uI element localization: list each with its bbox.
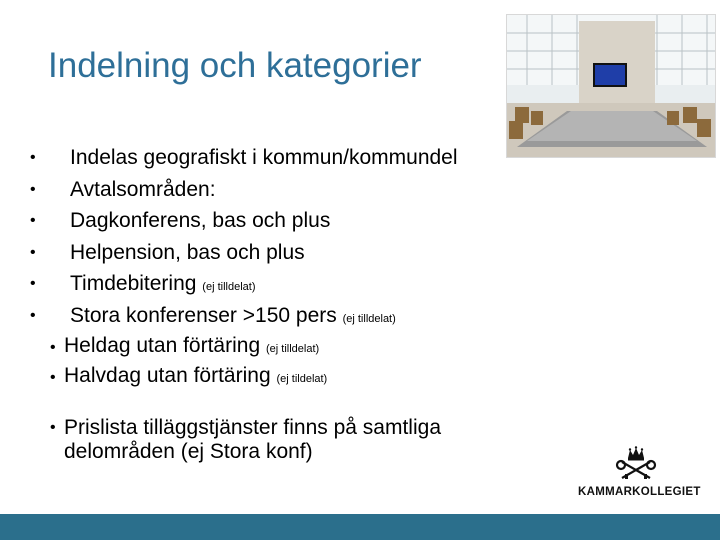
list-item [24,142,458,174]
slide-title: Indelning och kategorier [48,46,422,85]
bullet-text: Helpension, bas och plus [70,240,305,264]
bullet-text: Avtalsområden: [70,177,216,201]
crown-keys-emblem-icon [578,446,694,482]
bullet-note: (ej tilldelat) [342,312,396,325]
bullet-note: (ej tildelat) [276,373,328,385]
bullet-note: (ej tilldelat) [265,343,320,355]
bullet-icon: • [30,180,36,198]
logo-text: KAMMARKOLLEGIET [578,486,701,498]
bullet-text: Timdebitering [70,272,197,295]
list-item [24,205,458,237]
bullet-icon: • [30,306,36,324]
price-list-note [50,416,520,464]
bullet-icon: • [50,369,56,386]
footer-bar [0,514,720,540]
bullet-note: (ej tilldelat) [202,281,256,293]
list-item [50,361,327,391]
bullet-text: Indelas geografiskt i kommun/kommundel [70,146,458,169]
bullet-icon: • [50,339,56,356]
list-item [24,268,458,300]
note-text: Prislista tilläggstjänster finns på samtliga delområden (ej Stora konf) [64,416,441,463]
list-item [50,331,327,361]
bullet-text: Dagkonferens, bas och plus [70,209,331,232]
sub-bullet-list [50,331,327,391]
bullet-icon: • [30,275,36,292]
bullet-icon: • [50,419,56,436]
bullet-icon: • [30,243,36,261]
bullet-text: Halvdag utan förtäring [64,364,271,387]
conference-room-photo [506,14,716,158]
bullet-icon: • [30,149,36,166]
main-bullet-list [24,142,458,331]
bullet-text: Heldag utan förtäring [64,334,261,357]
bullet-text: Stora konferenser >150 pers [70,303,337,327]
list-item [24,237,458,269]
list-item [24,300,458,332]
list-item [24,174,458,206]
bullet-icon: • [30,212,36,229]
kammarkollegiet-logo [578,446,701,498]
